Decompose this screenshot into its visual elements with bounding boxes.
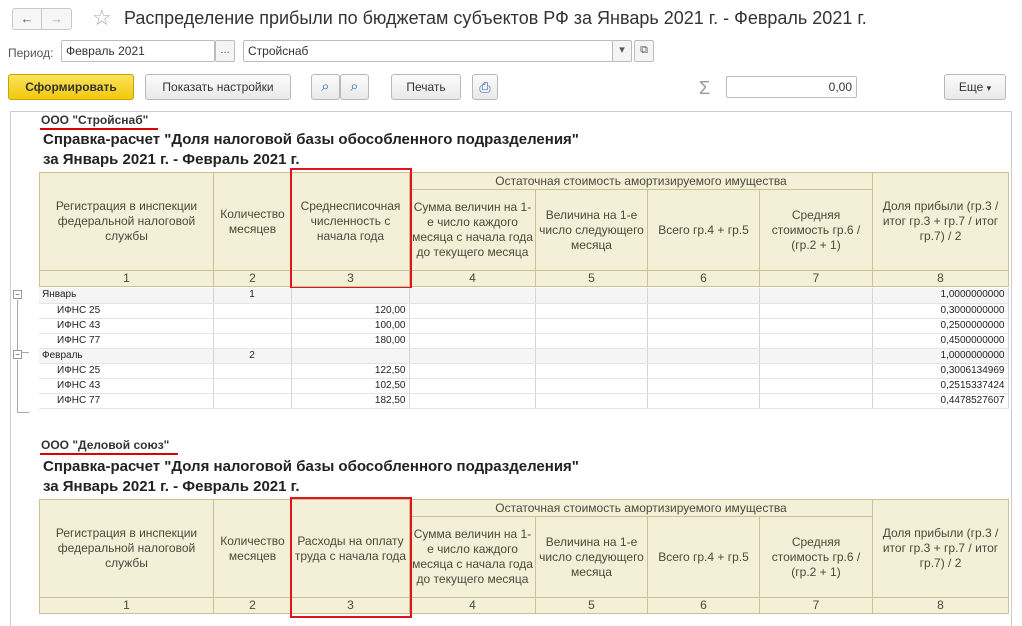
search-button[interactable] [311,74,340,100]
cell-col5 [535,303,647,318]
cell-col2: 1 [213,288,291,303]
collapse-february-icon[interactable]: − [13,350,22,359]
period-input[interactable]: Февраль 2021 [61,40,215,62]
cell-col6 [647,378,759,393]
cell-col1: ИФНС 43 [39,318,213,333]
cell-col1: ИФНС 77 [39,393,213,408]
header-col5: Величина на 1-е число следующего месяца [536,190,648,271]
cell-col7 [759,318,872,333]
sum-icon: Σ [699,78,711,98]
highlight-column3 [290,497,412,618]
organization-input[interactable]: Стройснаб [243,40,613,62]
cell-col1: Февраль [39,348,213,363]
cell-col7 [759,348,872,363]
group-row[interactable] [39,348,1008,363]
cell-col2: 2 [213,348,291,363]
cell-col4 [409,348,535,363]
cell-col6 [647,288,759,303]
cell-col6 [647,318,759,333]
cell-col5 [535,288,647,303]
cell-col4 [409,393,535,408]
cell-col8: 0,4500000000 [872,333,1008,348]
header-group: Остаточная стоимость амортизируемого имущества [410,500,873,517]
cell-col5 [535,348,647,363]
cell-col7 [759,288,872,303]
cell-col3: 122,50 [291,363,409,378]
report-area[interactable] [10,111,1012,626]
cell-col5 [535,363,647,378]
print-button[interactable]: Печать [391,74,461,100]
col-number: 8 [873,598,1009,614]
search-icon: ⌕ [321,78,330,95]
more-button[interactable] [944,74,1006,100]
header-group: Остаточная стоимость амортизируемого имущества [410,173,873,190]
header-col5: Величина на 1-е число следующего месяца [536,517,648,598]
group-row[interactable] [39,288,1008,303]
table-row[interactable] [39,378,1008,393]
print-preview-button[interactable] [472,74,498,100]
cell-col2 [213,378,291,393]
cell-col8: 0,3006134969 [872,363,1008,378]
header-col8: Доля прибыли (гр.3 / итог гр.3 + гр.7 / итог гр.7) / 2 [873,173,1009,271]
cell-col1: ИФНС 25 [39,363,213,378]
period-choose-button[interactable]: ... [215,40,235,62]
cell-col8: 0,4478527607 [872,393,1008,408]
table-row[interactable] [39,363,1008,378]
arrow-left-icon: ← [20,11,34,26]
report-title: Справка-расчет "Доля налоговой базы обособленного подразделения" [43,458,579,475]
cell-col1: Январь [39,288,213,303]
cell-col6 [647,303,759,318]
cell-col8: 0,2515337424 [872,378,1008,393]
company-name: ООО "Стройснаб" [41,113,149,127]
cell-col4 [409,363,535,378]
table-row[interactable] [39,393,1008,408]
cell-col8: 0,3000000000 [872,303,1008,318]
cell-col8: 1,0000000000 [872,288,1008,303]
organization-dropdown-button[interactable] [612,40,632,62]
col-number: 1 [40,598,214,614]
cell-col4 [409,303,535,318]
col-number: 3 [292,598,410,614]
cell-col3: 180,00 [291,333,409,348]
cell-col2 [213,318,291,333]
tree-line [17,300,18,352]
more-label: Еще [958,80,984,94]
period-label: Период: [8,46,54,60]
chevron-down-icon: ▾ [619,44,625,56]
company-name: ООО "Деловой союз" [41,438,170,452]
table-row[interactable] [39,333,1008,348]
cell-col4 [409,318,535,333]
cell-col5 [535,318,647,333]
header-col1: Регистрация в инспекции федеральной налоговой службы [40,173,214,271]
tree-line [17,360,18,412]
cell-col2 [213,363,291,378]
cell-col3 [291,288,409,303]
filter-row [0,40,1022,66]
cell-col6 [647,333,759,348]
col-number: 4 [410,598,536,614]
cell-col6 [647,348,759,363]
search-next-button[interactable] [340,74,369,100]
window-title: Распределение прибыли по бюджетам субъектов РФ за Январь 2021 г. - Февраль 2021 г. [124,8,867,28]
col-number: 2 [214,271,292,287]
cell-col3: 120,00 [291,303,409,318]
report-period: за Январь 2021 г. - Февраль 2021 г. [43,151,300,168]
cell-col2 [213,333,291,348]
company-underline [40,453,178,455]
col-number: 6 [648,271,760,287]
search-next-icon: ⌕ [350,78,359,95]
cell-col7 [759,393,872,408]
header-col2: Количество месяцев [214,500,292,598]
report-title: Справка-расчет "Доля налоговой базы обособленного подразделения" [43,131,579,148]
col-number: 5 [536,598,648,614]
star-icon[interactable]: ☆ [92,5,112,30]
cell-col3: 100,00 [291,318,409,333]
header-col8: Доля прибыли (гр.3 / итог гр.3 + гр.7 / итог гр.7) / 2 [873,500,1009,598]
print-preview-icon: ⎙ [479,79,491,95]
col-number: 5 [536,271,648,287]
cell-col3: 102,50 [291,378,409,393]
cell-col1: ИФНС 77 [39,333,213,348]
report-header-table [39,172,1009,287]
header-col6: Всего гр.4 + гр.5 [648,517,760,598]
sum-field[interactable]: 0,00 [726,76,857,98]
header-col3: Расходы на оплату труда с начала года [292,500,410,598]
report-period: за Январь 2021 г. - Февраль 2021 г. [43,478,300,495]
col-number: 8 [873,271,1009,287]
header-col4: Сумма величин на 1-е число каждого месяца с начала года до текущего месяца [410,190,536,271]
header-col1: Регистрация в инспекции федеральной налоговой службы [40,500,214,598]
cell-col7 [759,378,872,393]
cell-col7 [759,363,872,378]
header-col3: Среднесписочная численность с начала года [292,173,410,271]
organization-open-button[interactable] [634,40,654,62]
cell-col1: ИФНС 25 [39,303,213,318]
cell-col7 [759,333,872,348]
chevron-down-icon: ▾ [986,83,992,93]
back-button[interactable] [12,8,42,30]
col-number: 4 [410,271,536,287]
col-number: 6 [648,598,760,614]
cell-col2 [213,303,291,318]
header-col6: Всего гр.4 + гр.5 [648,190,760,271]
cell-col4 [409,378,535,393]
cell-col8: 1,0000000000 [872,348,1008,363]
header-col4: Сумма величин на 1-е число каждого месяца с начала года до текущего месяца [410,517,536,598]
col-number: 2 [214,598,292,614]
generate-button[interactable]: Сформировать [8,74,134,100]
cell-col6 [647,393,759,408]
cell-col8: 0,2500000000 [872,318,1008,333]
forward-button[interactable] [42,8,72,30]
header-col7: Средняя стоимость гр.6 / (гр.2 + 1) [760,517,873,598]
header-col7: Средняя стоимость гр.6 / (гр.2 + 1) [760,190,873,271]
col-number: 3 [292,271,410,287]
tree-line [17,412,29,413]
report-data-table [39,288,1009,409]
col-number: 1 [40,271,214,287]
cell-col5 [535,378,647,393]
title-bar [0,0,1022,38]
cell-col4 [409,333,535,348]
report-header-table [39,499,1009,614]
cell-col6 [647,363,759,378]
highlight-column3 [290,168,412,289]
table-row[interactable] [39,303,1008,318]
cell-col3 [291,348,409,363]
arrow-right-icon: → [50,11,63,26]
cell-col3: 182,50 [291,393,409,408]
table-row[interactable] [39,318,1008,333]
cell-col4 [409,288,535,303]
show-settings-button[interactable]: Показать настройки [145,74,291,100]
header-col2: Количество месяцев [214,173,292,271]
cell-col2 [213,393,291,408]
cell-col1: ИФНС 43 [39,378,213,393]
col-number: 7 [760,271,873,287]
cell-col5 [535,333,647,348]
col-number: 7 [760,598,873,614]
open-icon: ⧉ [640,44,648,56]
cell-col7 [759,303,872,318]
collapse-january-icon[interactable]: − [13,290,22,299]
cell-col5 [535,393,647,408]
